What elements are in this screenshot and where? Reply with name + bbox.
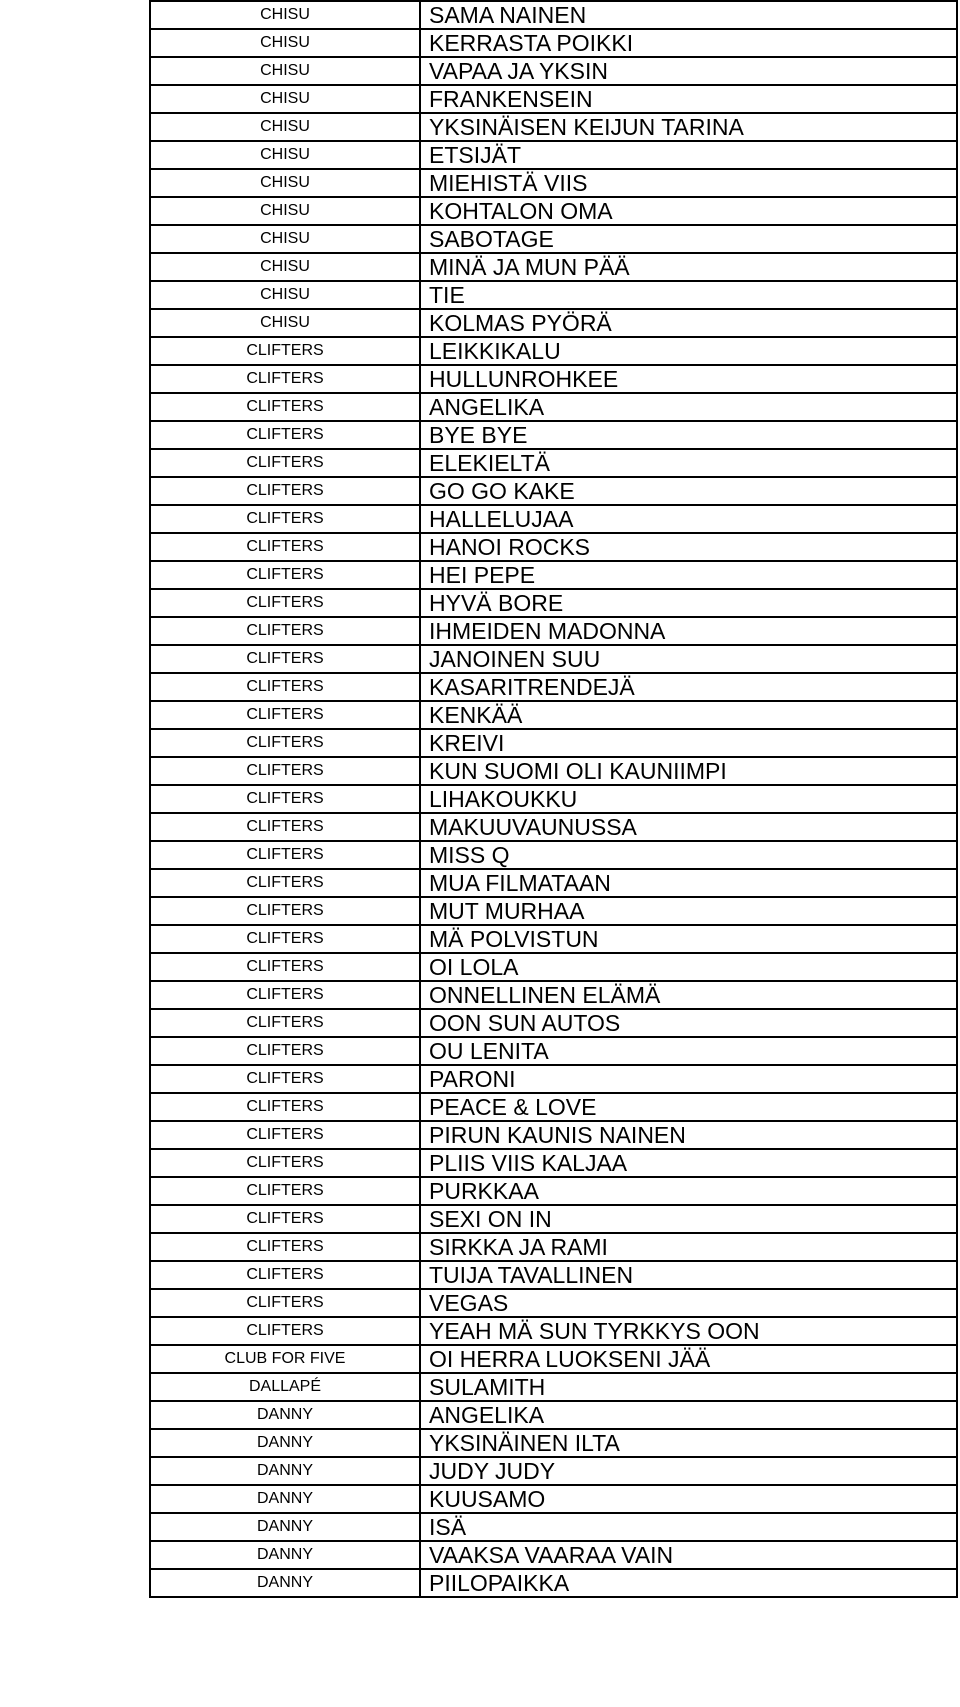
artist-cell: CHISU: [150, 197, 420, 225]
table-row: [150, 1485, 957, 1513]
table-row: [150, 141, 957, 169]
table-row: [150, 477, 957, 505]
artist-cell: DANNY: [150, 1513, 420, 1541]
song-title-cell: TUIJA TAVALLINEN: [420, 1261, 957, 1289]
artist-cell: CHISU: [150, 225, 420, 253]
artist-cell: CLIFTERS: [150, 337, 420, 365]
song-title-cell: KOLMAS PYÖRÄ: [420, 309, 957, 337]
song-title-cell: OI LOLA: [420, 953, 957, 981]
song-title-cell: MIEHISTÄ VIIS: [420, 169, 957, 197]
song-title-cell: ISÄ: [420, 1513, 957, 1541]
artist-cell: DALLAPÉ: [150, 1373, 420, 1401]
artist-cell: CLIFTERS: [150, 589, 420, 617]
table-row: [150, 1205, 957, 1233]
table-row: [150, 1541, 957, 1569]
artist-cell: CLIFTERS: [150, 365, 420, 393]
song-title-cell: ANGELIKA: [420, 393, 957, 421]
table-row: [150, 757, 957, 785]
artist-cell: CLIFTERS: [150, 757, 420, 785]
table-row: [150, 981, 957, 1009]
artist-cell: CLIFTERS: [150, 617, 420, 645]
artist-cell: CLIFTERS: [150, 1093, 420, 1121]
table-row: [150, 897, 957, 925]
table-row: [150, 1289, 957, 1317]
song-title-cell: PIILOPAIKKA: [420, 1569, 957, 1597]
artist-cell: CLIFTERS: [150, 869, 420, 897]
artist-cell: CLIFTERS: [150, 421, 420, 449]
table-row: [150, 1373, 957, 1401]
artist-cell: CLIFTERS: [150, 813, 420, 841]
table-row: [150, 505, 957, 533]
song-title-cell: HANOI ROCKS: [420, 533, 957, 561]
table-row: [150, 309, 957, 337]
table-row: [150, 1009, 957, 1037]
artist-cell: CLIFTERS: [150, 449, 420, 477]
table-row: [150, 1569, 957, 1597]
song-title-cell: MAKUUVAUNUSSA: [420, 813, 957, 841]
song-title-cell: HEI PEPE: [420, 561, 957, 589]
artist-cell: CLUB FOR FIVE: [150, 1345, 420, 1373]
song-title-cell: VAAKSA VAARAA VAIN: [420, 1541, 957, 1569]
artist-cell: CLIFTERS: [150, 561, 420, 589]
song-title-cell: HYVÄ BORE: [420, 589, 957, 617]
table-row: [150, 169, 957, 197]
artist-cell: CHISU: [150, 113, 420, 141]
artist-cell: CHISU: [150, 85, 420, 113]
table-row: [150, 925, 957, 953]
song-table: [149, 0, 958, 1598]
song-title-cell: KREIVI: [420, 729, 957, 757]
table-row: [150, 645, 957, 673]
song-title-cell: YKSINÄINEN ILTA: [420, 1429, 957, 1457]
song-title-cell: OI HERRA LUOKSENI JÄÄ: [420, 1345, 957, 1373]
song-title-cell: TIE: [420, 281, 957, 309]
artist-cell: CLIFTERS: [150, 953, 420, 981]
song-title-cell: KERRASTA POIKKI: [420, 29, 957, 57]
artist-cell: CLIFTERS: [150, 477, 420, 505]
artist-cell: CLIFTERS: [150, 393, 420, 421]
table-row: [150, 785, 957, 813]
song-title-cell: PARONI: [420, 1065, 957, 1093]
artist-cell: DANNY: [150, 1401, 420, 1429]
artist-cell: CLIFTERS: [150, 1177, 420, 1205]
table-row: [150, 1261, 957, 1289]
song-title-cell: YEAH MÄ SUN TYRKKYS OON: [420, 1317, 957, 1345]
song-title-cell: KUN SUOMI OLI KAUNIIMPI: [420, 757, 957, 785]
song-title-cell: JUDY JUDY: [420, 1457, 957, 1485]
song-title-cell: MUA FILMATAAN: [420, 869, 957, 897]
artist-cell: CLIFTERS: [150, 1289, 420, 1317]
artist-cell: CLIFTERS: [150, 1233, 420, 1261]
artist-cell: CLIFTERS: [150, 785, 420, 813]
table-row: [150, 1093, 957, 1121]
artist-cell: DANNY: [150, 1541, 420, 1569]
artist-cell: CHISU: [150, 29, 420, 57]
song-title-cell: LIHAKOUKKU: [420, 785, 957, 813]
song-title-cell: MÄ POLVISTUN: [420, 925, 957, 953]
artist-cell: CHISU: [150, 57, 420, 85]
table-row: [150, 421, 957, 449]
artist-cell: DANNY: [150, 1485, 420, 1513]
song-title-cell: BYE BYE: [420, 421, 957, 449]
artist-cell: CLIFTERS: [150, 533, 420, 561]
table-row: [150, 1429, 957, 1457]
song-title-cell: OON SUN AUTOS: [420, 1009, 957, 1037]
table-row: [150, 449, 957, 477]
table-row: [150, 281, 957, 309]
table-row: [150, 85, 957, 113]
table-row: [150, 197, 957, 225]
song-title-cell: SULAMITH: [420, 1373, 957, 1401]
artist-cell: CLIFTERS: [150, 645, 420, 673]
song-title-cell: HALLELUJAA: [420, 505, 957, 533]
table-row: [150, 813, 957, 841]
artist-cell: CHISU: [150, 141, 420, 169]
table-row: [150, 253, 957, 281]
table-row: [150, 1233, 957, 1261]
table-row: [150, 337, 957, 365]
song-title-cell: KASARITRENDEJÄ: [420, 673, 957, 701]
artist-cell: CLIFTERS: [150, 701, 420, 729]
table-row: [150, 365, 957, 393]
artist-cell: DANNY: [150, 1429, 420, 1457]
artist-cell: CLIFTERS: [150, 981, 420, 1009]
song-title-cell: PIRUN KAUNIS NAINEN: [420, 1121, 957, 1149]
song-title-cell: IHMEIDEN MADONNA: [420, 617, 957, 645]
table-row: [150, 1149, 957, 1177]
table-row: [150, 1401, 957, 1429]
artist-cell: CLIFTERS: [150, 1205, 420, 1233]
table-row: [150, 57, 957, 85]
song-title-cell: VAPAA JA YKSIN: [420, 57, 957, 85]
song-table-body: [150, 1, 957, 1597]
song-title-cell: PEACE & LOVE: [420, 1093, 957, 1121]
song-title-cell: KOHTALON OMA: [420, 197, 957, 225]
artist-cell: CLIFTERS: [150, 897, 420, 925]
song-title-cell: HULLUNROHKEE: [420, 365, 957, 393]
artist-cell: CLIFTERS: [150, 729, 420, 757]
artist-cell: CHISU: [150, 169, 420, 197]
artist-cell: DANNY: [150, 1457, 420, 1485]
artist-cell: CLIFTERS: [150, 673, 420, 701]
song-title-cell: SEXI ON IN: [420, 1205, 957, 1233]
artist-cell: CHISU: [150, 253, 420, 281]
table-row: [150, 617, 957, 645]
song-title-cell: MISS Q: [420, 841, 957, 869]
table-row: [150, 1317, 957, 1345]
song-title-cell: LEIKKIKALU: [420, 337, 957, 365]
song-title-cell: SABOTAGE: [420, 225, 957, 253]
table-row: [150, 673, 957, 701]
table-row: [150, 1037, 957, 1065]
song-title-cell: FRANKENSEIN: [420, 85, 957, 113]
artist-cell: CLIFTERS: [150, 1317, 420, 1345]
table-row: [150, 701, 957, 729]
table-row: [150, 393, 957, 421]
table-row: [150, 1457, 957, 1485]
table-row: [150, 1065, 957, 1093]
song-title-cell: PURKKAA: [420, 1177, 957, 1205]
song-title-cell: YKSINÄISEN KEIJUN TARINA: [420, 113, 957, 141]
table-row: [150, 533, 957, 561]
song-title-cell: JANOINEN SUU: [420, 645, 957, 673]
table-row: [150, 1, 957, 29]
artist-cell: CLIFTERS: [150, 1037, 420, 1065]
song-title-cell: KENKÄÄ: [420, 701, 957, 729]
artist-cell: CLIFTERS: [150, 1261, 420, 1289]
artist-cell: CLIFTERS: [150, 1009, 420, 1037]
song-title-cell: SIRKKA JA RAMI: [420, 1233, 957, 1261]
song-title-cell: PLIIS VIIS KALJAA: [420, 1149, 957, 1177]
song-title-cell: VEGAS: [420, 1289, 957, 1317]
song-title-cell: ELEKIELTÄ: [420, 449, 957, 477]
artist-cell: CLIFTERS: [150, 1065, 420, 1093]
artist-cell: CHISU: [150, 309, 420, 337]
table-row: [150, 1121, 957, 1149]
table-row: [150, 869, 957, 897]
artist-cell: CLIFTERS: [150, 841, 420, 869]
song-title-cell: GO GO KAKE: [420, 477, 957, 505]
song-title-cell: OU LENITA: [420, 1037, 957, 1065]
song-title-cell: MINÄ JA MUN PÄÄ: [420, 253, 957, 281]
song-title-cell: ONNELLINEN ELÄMÄ: [420, 981, 957, 1009]
song-title-cell: SAMA NAINEN: [420, 1, 957, 29]
song-title-cell: ANGELIKA: [420, 1401, 957, 1429]
song-title-cell: MUT MURHAA: [420, 897, 957, 925]
artist-cell: CLIFTERS: [150, 505, 420, 533]
artist-cell: CLIFTERS: [150, 925, 420, 953]
table-row: [150, 729, 957, 757]
table-row: [150, 561, 957, 589]
table-row: [150, 1513, 957, 1541]
artist-cell: CLIFTERS: [150, 1121, 420, 1149]
table-row: [150, 1177, 957, 1205]
table-row: [150, 29, 957, 57]
artist-cell: DANNY: [150, 1569, 420, 1597]
artist-cell: CLIFTERS: [150, 1149, 420, 1177]
table-row: [150, 225, 957, 253]
table-row: [150, 841, 957, 869]
table-row: [150, 953, 957, 981]
table-row: [150, 589, 957, 617]
table-row: [150, 1345, 957, 1373]
song-title-cell: KUUSAMO: [420, 1485, 957, 1513]
song-title-cell: ETSIJÄT: [420, 141, 957, 169]
artist-cell: CHISU: [150, 281, 420, 309]
table-row: [150, 113, 957, 141]
artist-cell: CHISU: [150, 1, 420, 29]
